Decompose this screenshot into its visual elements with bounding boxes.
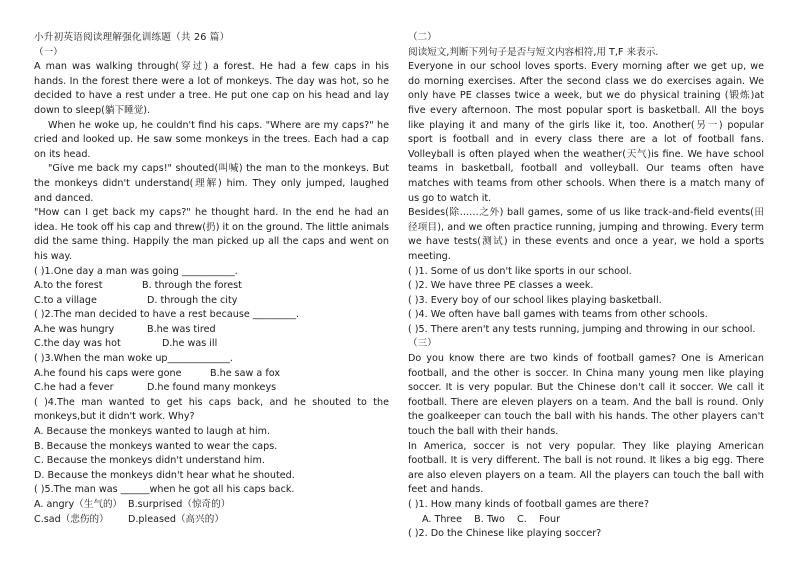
option: C.he had a fever	[34, 382, 114, 394]
question-4: ( )4.The man wanted to get his caps back, and he shouted to the monkeys,but it didn't work. Why?	[34, 396, 389, 423]
question-5: ( )5.The man was ______when he got all his caps back.	[34, 484, 295, 496]
tf-question: ( )3. Every boy of our school likes playing basketball.	[408, 294, 662, 306]
question-5-options	[34, 513, 389, 528]
option: B. through the forest	[142, 280, 242, 292]
option: C.to a village	[34, 294, 97, 306]
question-3: ( )3.When the man woke up_____________.	[34, 353, 233, 365]
passage1-paragraph: A man was walking through(穿过) a forest. He had a few caps in his hands. In the forest there were a lot of monkeys. The day was hot, so he decided to have a rest under a tree. He put one cap on his head and lay down to sleep(躺下睡觉).	[34, 61, 389, 116]
passage2-paragraph: Besides(除……之外) ball games, some of us like track-and-field events(田径项目), and we often practice running, jumping and throwing. Every term we have tests(测试) in these events and once a year, we hold a sports meeting.	[408, 207, 764, 262]
option: B.he was tired	[147, 323, 216, 335]
option: A.he was hungry	[34, 323, 115, 335]
question-1: ( )1.One day a man was going ___________.	[34, 265, 238, 277]
question-2-options	[34, 323, 389, 338]
question-3-2: ( )2. Do the Chinese like playing soccer?	[408, 528, 602, 540]
section-heading-2: （二）	[408, 32, 437, 43]
tf-question: ( )4. We often have ball games with teams from other schools.	[408, 309, 708, 321]
option: D. through the city	[147, 294, 238, 306]
option: D.he found many monkeys	[147, 382, 277, 394]
option: B. Because the monkeys wanted to wear the caps.	[34, 440, 278, 452]
question-5-options	[34, 498, 389, 513]
worksheet-title: 小升初英语阅读理解强化训练题（共 26 篇）	[34, 32, 230, 43]
option: D. Because the monkeys didn't hear what he shouted.	[34, 469, 295, 481]
option: A.he found his caps were gone	[34, 367, 182, 379]
passage3-paragraph: In America, soccer is not very popular. They like playing American football. It is very different. The ball is not round. It likes a big egg. There are also eleven players on a team. All the players can touch the ball with feet and hands.	[408, 440, 764, 496]
passage3-paragraph: Do you know there are two kinds of football games? One is American football, and the other is soccer. In China many young men like playing soccer. It is very popular. But the Chinese don't call it soccer. We call it football. There are eleven players on a team. And the ball is round. Only the goalkeeper can touch the ball with his hands. The other players can't touch the ball with their hands.	[408, 353, 764, 438]
instruction: 阅读短文,判断下列句子是否与短文内容相符,用 T,F 来表示.	[408, 46, 659, 58]
question-2-options	[34, 337, 389, 352]
question-3-1: ( )1. How many kinds of football games are there?	[408, 499, 650, 510]
question-2: ( )2.The man decided to have a rest because _________.	[34, 309, 300, 321]
question-1-options	[34, 279, 389, 294]
question-3-options	[34, 367, 389, 382]
question-3-1-options: A. Three B. Two C. Four	[422, 513, 561, 525]
section-heading-3: （三）	[408, 338, 437, 350]
passage1-paragraph: "How can I get back my caps?" he thought hard. In the end he had an idea. He took off his cap and threw(扔) it on the ground. The little animals did the same thing. Happily the man picked up all the caps and went on his way.	[34, 207, 389, 262]
option: B.he saw a fox	[210, 367, 280, 379]
passage2-paragraph: Everyone in our school loves sports. Every morning after we get up, we do morning exercises. After the second class we do exercises again. We only have PE classes twice a week, but we do physical training (锻炼)at five every afternoon. The most popular sport is basketball. All the boys like playing it and many of the girls like it, too. Another(另一) popular sport is football and in every class there are a lot of football fans. Volleyball is often played when the weather(天气)is fine. We have school teams in basketball, football and volleyball. Our teams often have matches with teams from other schools. When there is a match many of us go to watch it.	[408, 61, 764, 204]
passage1-paragraph: When he woke up, he couldn't find his caps. "Where are my caps?" he cried and looked up. He saw some monkeys in the trees. Each had a cap on its head.	[34, 119, 389, 160]
option: D.he was ill	[162, 338, 218, 350]
option: C. Because the monkeys didn't understand him.	[34, 455, 265, 467]
option: A. Because the monkeys wanted to laugh at him.	[34, 426, 271, 438]
option: A.to the forest	[34, 280, 103, 292]
tf-question: ( )1. Some of us don't like sports in our school.	[408, 265, 632, 277]
section-heading-1: （一）	[34, 46, 63, 58]
question-3-options	[34, 381, 389, 396]
tf-question: ( )5. There aren't any tests running, jumping and throwing in our school.	[408, 323, 756, 335]
option: C.the day was hot	[34, 338, 121, 350]
passage1-paragraph: "Give me back my caps!" shouted(叫喊) the man to the monkeys. But the monkeys didn't understand(理解) him. They only jumped, laughed and danced.	[34, 163, 389, 204]
left-column	[34, 31, 389, 527]
right-column	[408, 31, 764, 542]
option: A. angry（生气的）	[34, 499, 123, 510]
question-1-options	[34, 294, 389, 309]
option: C.sad（悲伤的）	[34, 513, 109, 525]
option: D.pleased（高兴的）	[128, 513, 224, 525]
option: B.surprised（惊奇的）	[128, 499, 231, 510]
tf-question: ( )2. We have three PE classes a week.	[408, 280, 594, 292]
